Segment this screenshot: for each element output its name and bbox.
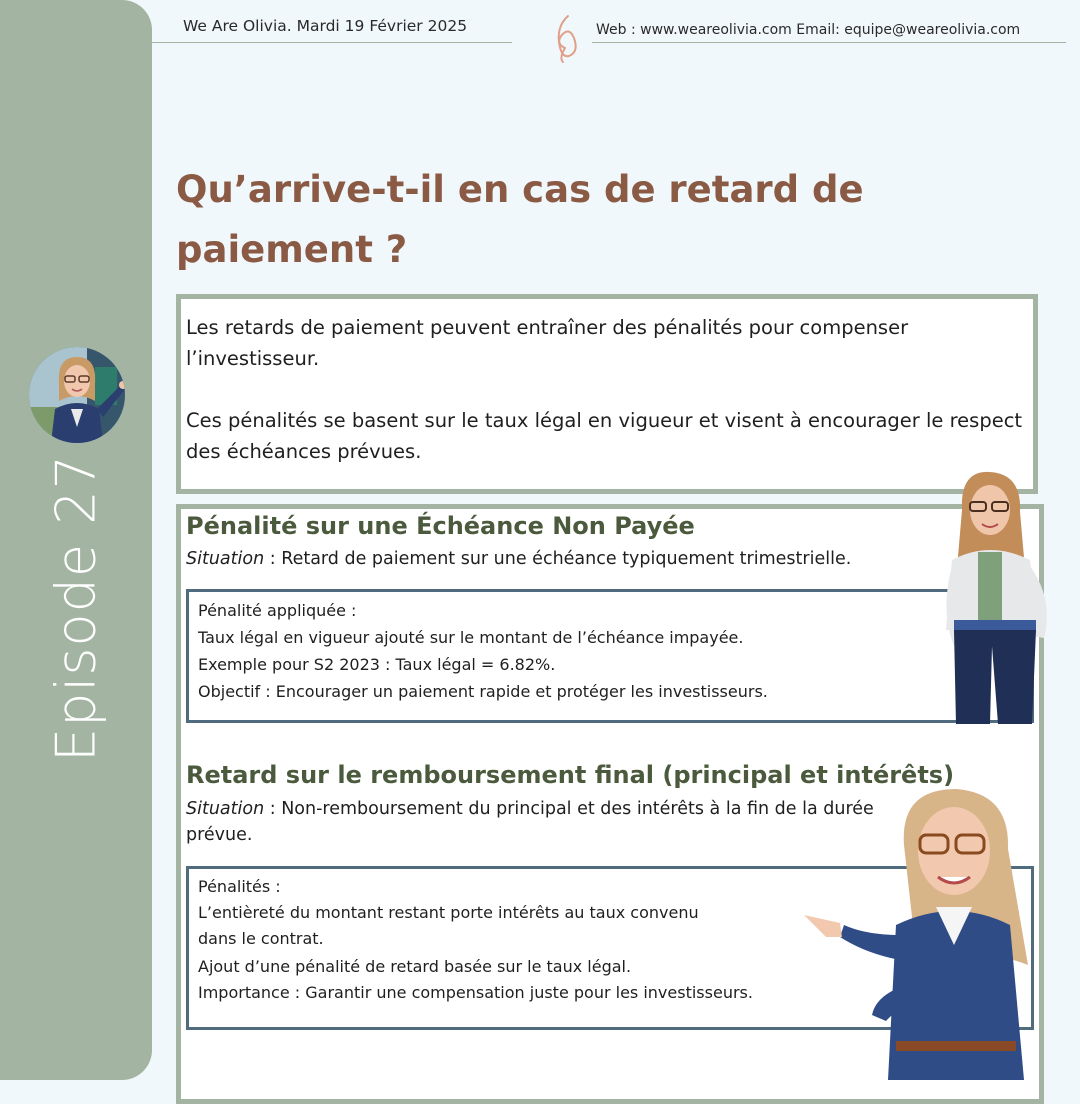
section1-situation-label: Situation bbox=[186, 549, 265, 569]
section1-heading: Pénalité sur une Échéance Non Payée bbox=[186, 512, 695, 540]
section2-line: Importance : Garantir une compensation juste pour les investisseurs. bbox=[198, 983, 753, 1002]
section2-situation-label: Situation bbox=[186, 799, 265, 819]
section1-line: Pénalité appliquée : bbox=[198, 601, 357, 620]
page-title: Qu’arrive-t-il en cas de retard de paiement ? bbox=[176, 168, 864, 271]
header-date: We Are Olivia. Mardi 19 Février 2025 bbox=[183, 17, 468, 35]
header-contact: Web : www.weareolivia.com Email: equipe@weareolivia.com bbox=[596, 22, 1021, 38]
intro-paragraph-1: Les retards de paiement peuvent entraîner des pénalités pour compenser l’investisseur. bbox=[186, 316, 909, 370]
section2-heading: Retard sur le remboursement final (principal et intérêts) bbox=[186, 761, 955, 789]
olivia-standing-illustration bbox=[932, 470, 1056, 724]
section1-line: Objectif : Encourager un paiement rapide et protéger les investisseurs. bbox=[198, 682, 768, 701]
section1-situation bbox=[186, 546, 946, 572]
olivia-pointing-illustration bbox=[796, 785, 1040, 1080]
olivia-logo-icon bbox=[547, 12, 583, 66]
section2-situation-text: : Non-remboursement du principal et des intérêts à la fin de la durée prévue. bbox=[186, 799, 874, 845]
avatar bbox=[29, 347, 125, 443]
episode-label: Episode 27 bbox=[44, 454, 108, 762]
section2-line: L’entièreté du montant restant porte intérêts au taux convenu bbox=[198, 903, 699, 922]
section2-line: dans le contrat. bbox=[198, 929, 324, 948]
section2-line: Ajout d’une pénalité de retard basée sur le taux légal. bbox=[198, 957, 632, 976]
section1-line: Exemple pour S2 2023 : Taux légal = 6.82%. bbox=[198, 655, 556, 674]
header-divider-right bbox=[592, 42, 1066, 43]
section1-situation-text: : Retard de paiement sur une échéance typiquement trimestrielle. bbox=[264, 549, 852, 569]
intro-paragraph-2: Ces pénalités se basent sur le taux légal en vigueur et visent à encourager le respect des échéances prévues. bbox=[186, 409, 1023, 463]
section2-line: Pénalités : bbox=[198, 877, 281, 896]
section1-line: Taux légal en vigueur ajouté sur le montant de l’échéance impayée. bbox=[198, 628, 744, 647]
header-divider-left bbox=[152, 42, 512, 43]
